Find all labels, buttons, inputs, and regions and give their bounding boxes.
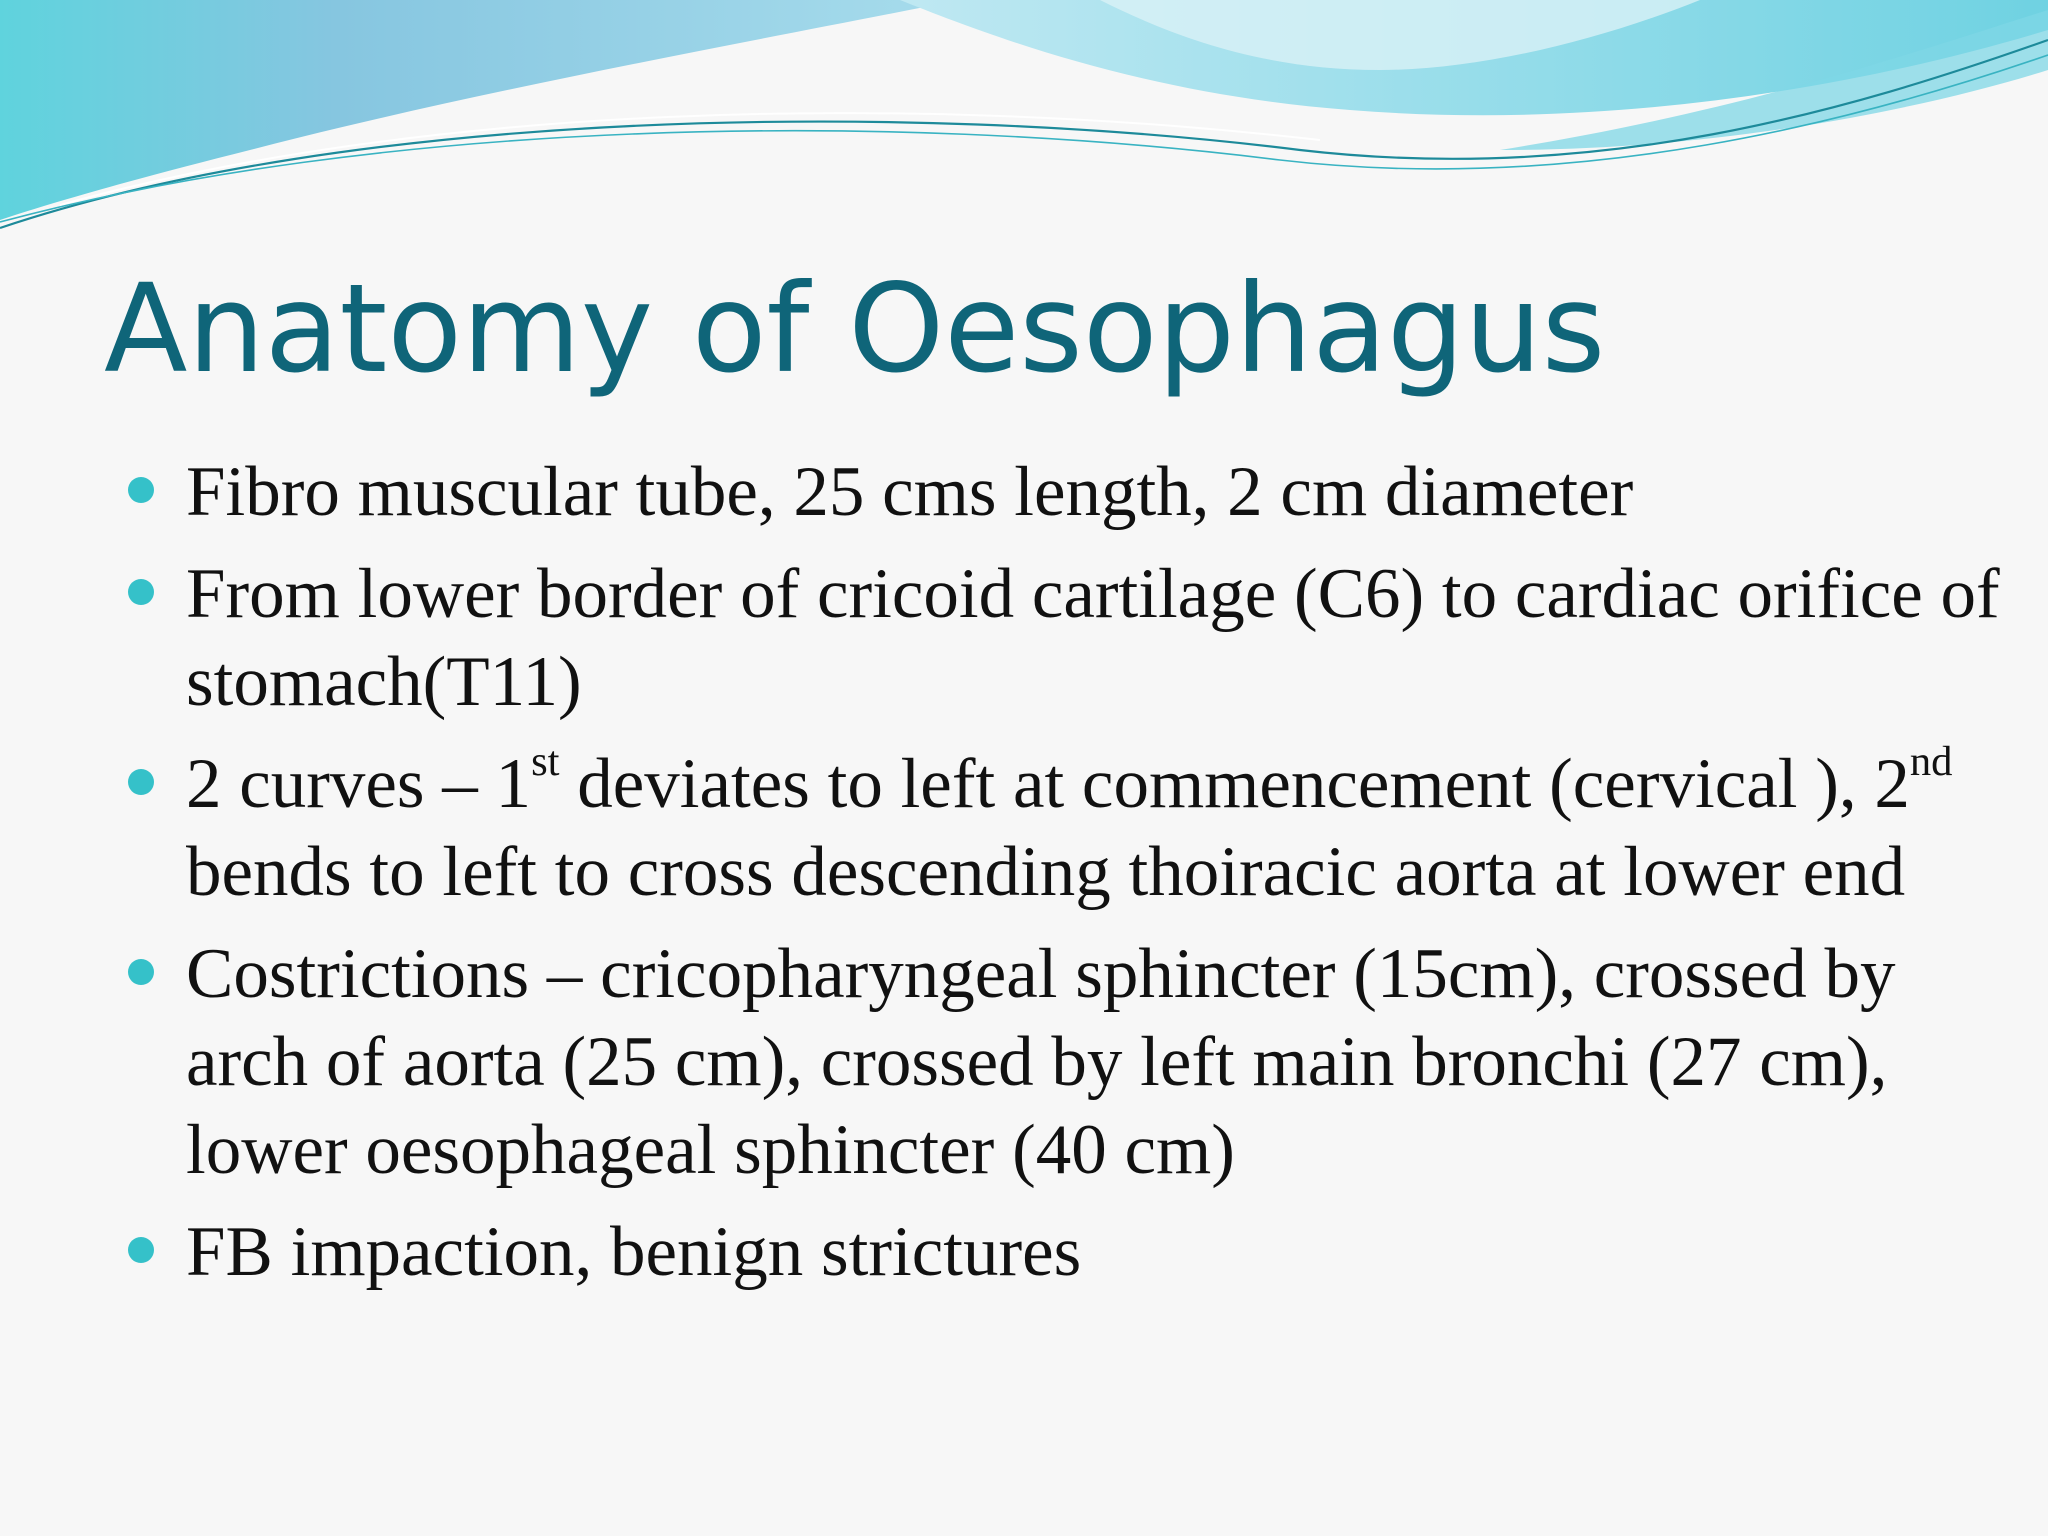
slide-title: Anatomy of Oesophagus	[104, 258, 1606, 400]
ordinal-suffix: st	[531, 738, 560, 786]
bullet-text-part: bends to left to cross descending thoiracic aorta at lower end	[186, 833, 1906, 911]
bullet-dot-icon	[128, 959, 154, 985]
bullet-item	[186, 1208, 2006, 1296]
bullet-text: From lower border of cricoid cartilage (C6) to cardiac orifice of stomach(T11)	[186, 555, 2000, 721]
bullet-text	[186, 738, 1953, 911]
ordinal-suffix: nd	[1909, 738, 1953, 786]
bullet-dot-icon	[128, 579, 154, 605]
bullet-item	[186, 448, 2006, 536]
bullet-text-part: deviates to left at commencement (cervical ), 2	[559, 745, 1910, 823]
bullet-item	[186, 740, 2006, 916]
bullet-text: Fibro muscular tube, 25 cms length, 2 cm diameter	[186, 453, 1634, 531]
header-wave-decoration	[0, 0, 2048, 260]
bullet-text: FB impaction, benign strictures	[186, 1213, 1082, 1291]
bullet-text: Costrictions – cricopharyngeal sphincter (15cm), crossed by arch of aorta (25 cm), crossed by left main bronchi (27 cm), lower oesophageal sphincter (40 cm)	[186, 935, 1896, 1189]
bullet-list	[186, 448, 2006, 1310]
bullet-dot-icon	[128, 1237, 154, 1263]
bullet-dot-icon	[128, 477, 154, 503]
bullet-text-part: 2 curves – 1	[186, 745, 532, 823]
bullet-item	[186, 930, 2006, 1194]
bullet-dot-icon	[128, 769, 154, 795]
bullet-item	[186, 550, 2006, 726]
